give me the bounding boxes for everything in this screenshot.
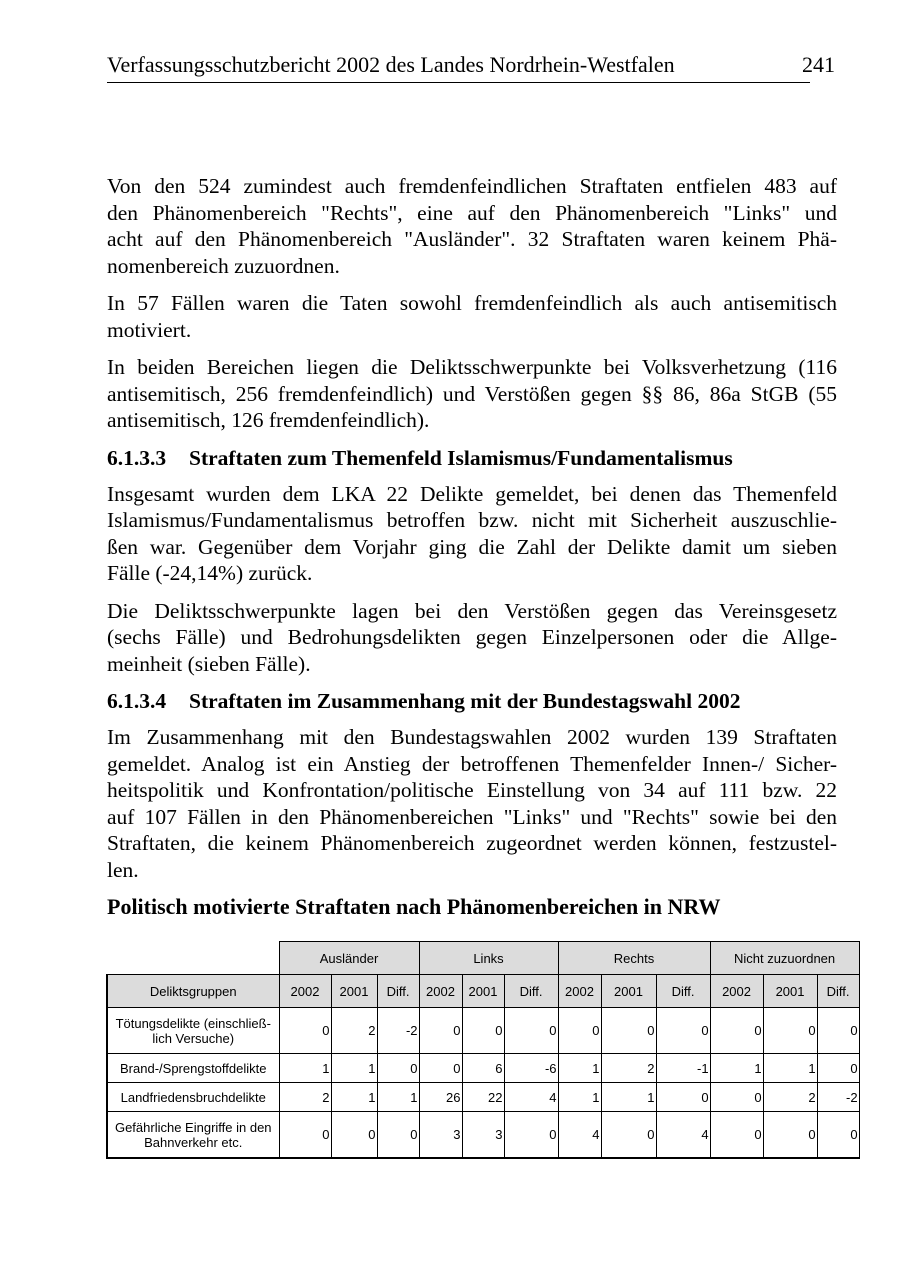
- table-title: Politisch motivierte Straftaten nach Phänomenbereichen in NRW: [107, 894, 721, 919]
- text-line: heitspolitik und Konfrontation/politische Einstellung von 34 auf 111 bzw. 22: [107, 778, 837, 802]
- column-header: Diff.: [656, 975, 710, 1008]
- column-header: 2001: [763, 975, 817, 1008]
- table-cell: -1: [656, 1054, 710, 1083]
- column-header: 2002: [710, 975, 763, 1008]
- group-links: Links: [419, 942, 558, 975]
- table-cell: 0: [817, 1008, 859, 1054]
- table-cell: 0: [279, 1112, 331, 1159]
- table-row: [107, 1054, 859, 1083]
- table-cell: 1: [601, 1083, 656, 1112]
- row-label: Tötungsdelikte (einschließ-lich Versuche): [107, 1008, 279, 1054]
- section-title: Straftaten im Zusammenhang mit der Bundestagswahl 2002: [189, 689, 741, 713]
- table-cell: 1: [558, 1054, 601, 1083]
- table-row: [107, 1083, 859, 1112]
- table-cell: 0: [558, 1008, 601, 1054]
- row-header: Deliktsgruppen: [107, 975, 279, 1008]
- table-cell: 3: [419, 1112, 462, 1159]
- column-header-row: [107, 975, 859, 1008]
- table-cell: 0: [763, 1008, 817, 1054]
- table-cell: 0: [377, 1054, 419, 1083]
- text-line: nomenbereich zuzuordnen.: [107, 253, 340, 278]
- group-auslaender: Ausländer: [279, 942, 419, 975]
- group-nicht-zuzuordnen: Nicht zuzuordnen: [710, 942, 859, 975]
- text-line: auf 107 Fällen in den Phänomenbereichen "Links" und "Rechts" sowie bei den: [107, 804, 837, 829]
- table-cell: 1: [377, 1083, 419, 1112]
- section-heading-6-1-3-3: [107, 445, 837, 471]
- table-cell: 0: [601, 1008, 656, 1054]
- table-cell: 0: [419, 1054, 462, 1083]
- table-cell: 1: [331, 1054, 377, 1083]
- running-title: Verfassungsschutzbericht 2002 des Landes Nordrhein-Westfalen: [107, 52, 675, 77]
- text-line: In 57 Fällen waren die Taten sowohl fremdenfeindlich als auch antisemitisch: [107, 291, 837, 315]
- crime-statistics-table: [106, 941, 858, 1159]
- table-cell: 0: [504, 1008, 558, 1054]
- text-line: den Phänomenbereich "Rechts", eine auf den Phänomenbereich "Links" und: [107, 200, 837, 225]
- paragraph-5: [107, 598, 837, 678]
- text-line: Insgesamt wurden dem LKA 22 Delikte gemeldet, bei denen das Themenfeld: [107, 481, 837, 506]
- table-cell: 6: [462, 1054, 504, 1083]
- table-cell: 22: [462, 1083, 504, 1112]
- table-cell: 0: [601, 1112, 656, 1159]
- text-line: Islamismus/Fundamentalismus betroffen bzw. nicht mit Sicherheit auszuschlie-: [107, 508, 837, 532]
- text-line: Fälle (-24,14%) zurück.: [107, 561, 313, 585]
- table-cell: 0: [419, 1008, 462, 1054]
- table-cell: -6: [504, 1054, 558, 1083]
- table-cell: 1: [763, 1054, 817, 1083]
- column-header: 2002: [419, 975, 462, 1008]
- table-cell: 0: [817, 1112, 859, 1159]
- table-cell: 0: [817, 1054, 859, 1083]
- text-line: antisemitisch, 256 fremdenfeindlich) und Verstößen gegen §§ 86, 86a StGB (55: [107, 381, 837, 406]
- table-cell: 4: [558, 1112, 601, 1159]
- table-cell: 0: [710, 1008, 763, 1054]
- table-cell: 0: [656, 1083, 710, 1112]
- table-cell: 26: [419, 1083, 462, 1112]
- table-row: [107, 1008, 859, 1054]
- paragraph-4: [107, 481, 837, 587]
- row-label: Brand-/Sprengstoffdelikte: [107, 1054, 279, 1083]
- text-line: gemeldet. Analog ist ein Anstieg der betroffenen Themenfelder Innen-/ Sicher-: [107, 751, 837, 776]
- table-cell: 1: [279, 1054, 331, 1083]
- column-header: 2001: [601, 975, 656, 1008]
- text-line: ßen war. Gegenüber dem Vorjahr ging die Zahl der Delikte damit um sieben: [107, 534, 837, 559]
- column-header: Diff.: [504, 975, 558, 1008]
- table-cell: 1: [558, 1083, 601, 1112]
- table-cell: 0: [763, 1112, 817, 1159]
- table-cell: 3: [462, 1112, 504, 1159]
- section-heading-6-1-3-4: [107, 688, 837, 714]
- column-header: 2002: [279, 975, 331, 1008]
- section-number: 6.1.3.3: [107, 445, 167, 470]
- paragraph-1: [107, 173, 837, 279]
- text-line: Im Zusammenhang mit den Bundestagswahlen 2002 wurden 139 Straftaten: [107, 725, 837, 749]
- running-head: [107, 52, 810, 83]
- table-cell: 0: [462, 1008, 504, 1054]
- text-line: (sechs Fälle) und Bedrohungsdelikten gegen Einzelpersonen oder die Allge-: [107, 625, 837, 649]
- row-label: Landfriedensbruchdelikte: [107, 1083, 279, 1112]
- page-number: 241: [802, 52, 835, 77]
- table-cell: 4: [656, 1112, 710, 1159]
- table-cell: 0: [377, 1112, 419, 1159]
- table-body: [107, 1008, 859, 1159]
- paragraph-6: [107, 724, 837, 883]
- text-line: acht auf den Phänomenbereich "Ausländer". 32 Straftaten waren keinem Phä-: [107, 227, 837, 251]
- row-label: Gefährliche Eingriffe in den Bahnverkehr etc.: [107, 1112, 279, 1159]
- table-cell: -2: [817, 1083, 859, 1112]
- text-line: motiviert.: [107, 317, 192, 342]
- table-cell: 2: [279, 1083, 331, 1112]
- table-cell: 0: [331, 1112, 377, 1159]
- table-cell: 4: [504, 1083, 558, 1112]
- text-line: antisemitisch, 126 fremdenfeindlich).: [107, 408, 430, 432]
- paragraph-2: [107, 290, 837, 343]
- body-text: [107, 173, 837, 920]
- table-cell: 2: [331, 1008, 377, 1054]
- text-line: In beiden Bereichen liegen die Deliktsschwerpunkte bei Volksverhetzung (116: [107, 355, 837, 379]
- text-line: Straftaten, die keinem Phänomenbereich zugeordnet werden können, festzustel-: [107, 831, 837, 855]
- table-cell: 0: [279, 1008, 331, 1054]
- table-cell: 0: [710, 1112, 763, 1159]
- text-line: len.: [107, 857, 139, 882]
- table-cell: 1: [710, 1054, 763, 1083]
- table-cell: 1: [331, 1083, 377, 1112]
- column-header: 2001: [462, 975, 504, 1008]
- empty-corner: [107, 942, 279, 975]
- column-header: Diff.: [817, 975, 859, 1008]
- table-cell: 0: [710, 1083, 763, 1112]
- table-cell: 0: [656, 1008, 710, 1054]
- table-cell: -2: [377, 1008, 419, 1054]
- group-header-row: [107, 942, 859, 975]
- column-header: 2002: [558, 975, 601, 1008]
- paragraph-3: [107, 354, 837, 434]
- column-header: Diff.: [377, 975, 419, 1008]
- table-row: [107, 1112, 859, 1159]
- text-line: Von den 524 zumindest auch fremdenfeindlichen Straftaten entfielen 483 auf: [107, 174, 837, 198]
- text-line: meinheit (sieben Fälle).: [107, 651, 311, 676]
- column-header: 2001: [331, 975, 377, 1008]
- table-cell: 2: [763, 1083, 817, 1112]
- text-line: Die Deliktsschwerpunkte lagen bei den Verstößen gegen das Vereinsgesetz: [107, 598, 837, 623]
- group-rechts: Rechts: [558, 942, 710, 975]
- table-cell: 0: [504, 1112, 558, 1159]
- section-title: Straftaten zum Themenfeld Islamismus/Fundamentalismus: [189, 445, 733, 470]
- section-number: 6.1.3.4: [107, 689, 167, 713]
- table-cell: 2: [601, 1054, 656, 1083]
